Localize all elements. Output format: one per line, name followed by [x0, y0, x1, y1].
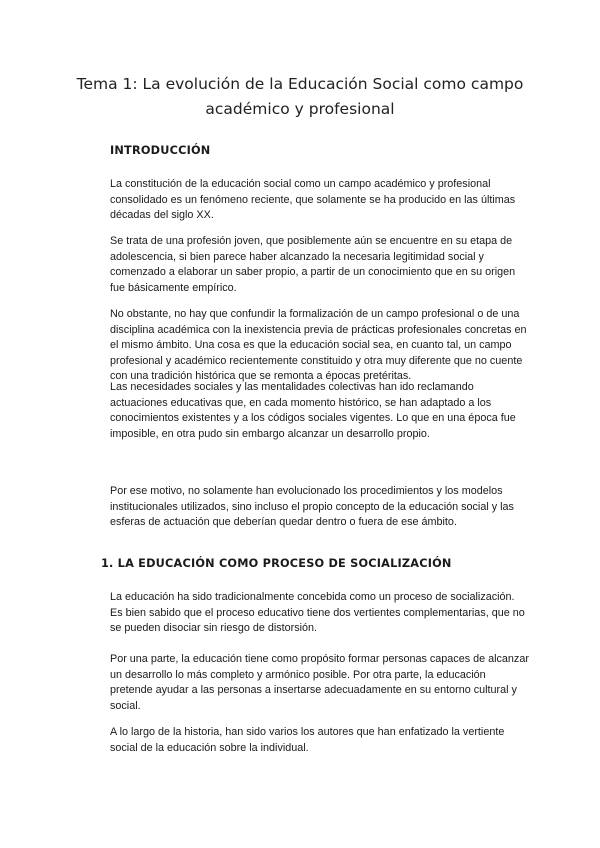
paragraph: Se trata de una profesión joven, que posiblemente aún se encuentre en su etapa de adolescencia, si bien parece haber alcanzado la necesaria legitimidad social y comenzado a elaborar un saber propio, a partir de un conocimiento que en su origen fue básicamente empírico. [110, 235, 516, 294]
paragraph: Las necesidades sociales y las mentalidades colectivas han ido reclamando actuaciones educativas que, en cada momento histórico, se han adaptado a los conocimientos existentes y a los códigos sociales vigentes. Lo que en una época fue imposible, en otra pudo sin embargo alcanzar un desarrollo propio. [110, 381, 516, 440]
paragraph: Por una parte, la educación tiene como propósito formar personas capaces de alcanzar un desarrollo lo más completo y armónico posible. Por otra parte, la educación pretende ayudar a las personas a insertarse adecuadamente en su entorno cultural y social. [110, 653, 529, 712]
paragraph: A lo largo de la historia, han sido varios los autores que han enfatizado la vertiente social de la educación sobre la individual. [110, 726, 505, 754]
document-title: Tema 1: La evolución de la Educación Social como campo académico y profesional [76, 75, 524, 118]
section-heading: 1. LA EDUCACIÓN COMO PROCESO DE SOCIALIZACIÓN [101, 557, 452, 570]
paragraph: La constitución de la educación social como un campo académico y profesional consolidado es un fenómeno reciente, que solamente se ha producido en las últimas décadas del siglo XX. [110, 178, 516, 221]
paragraph: La educación ha sido tradicionalmente concebida como un proceso de socialización. Es bien sabido que el proceso educativo tiene dos vertientes complementarias, que no se pueden disociar sin riesgo de distorsión. [110, 591, 525, 634]
paragraph: No obstante, no hay que confundir la formalización de un campo profesional o de una disciplina académica con la inexistencia previa de prácticas profesionales concretas en el mismo ámbito. Una cosa es que la educación social sea, en cuanto tal, un campo profesional y académico recientemente constituido y otra muy diferente que no cuente con una tradición histórica que se remonta a épocas pretéritas. [110, 308, 527, 382]
paragraph: Por ese motivo, no solamente han evolucionado los procedimientos y los modelos institucionales utilizados, sino incluso el propio concepto de la educación social y las esferas de actuación que deberían quedar dentro o fuera de ese ámbito. [110, 485, 514, 528]
introduction-heading: INTRODUCCIÓN [110, 144, 211, 157]
